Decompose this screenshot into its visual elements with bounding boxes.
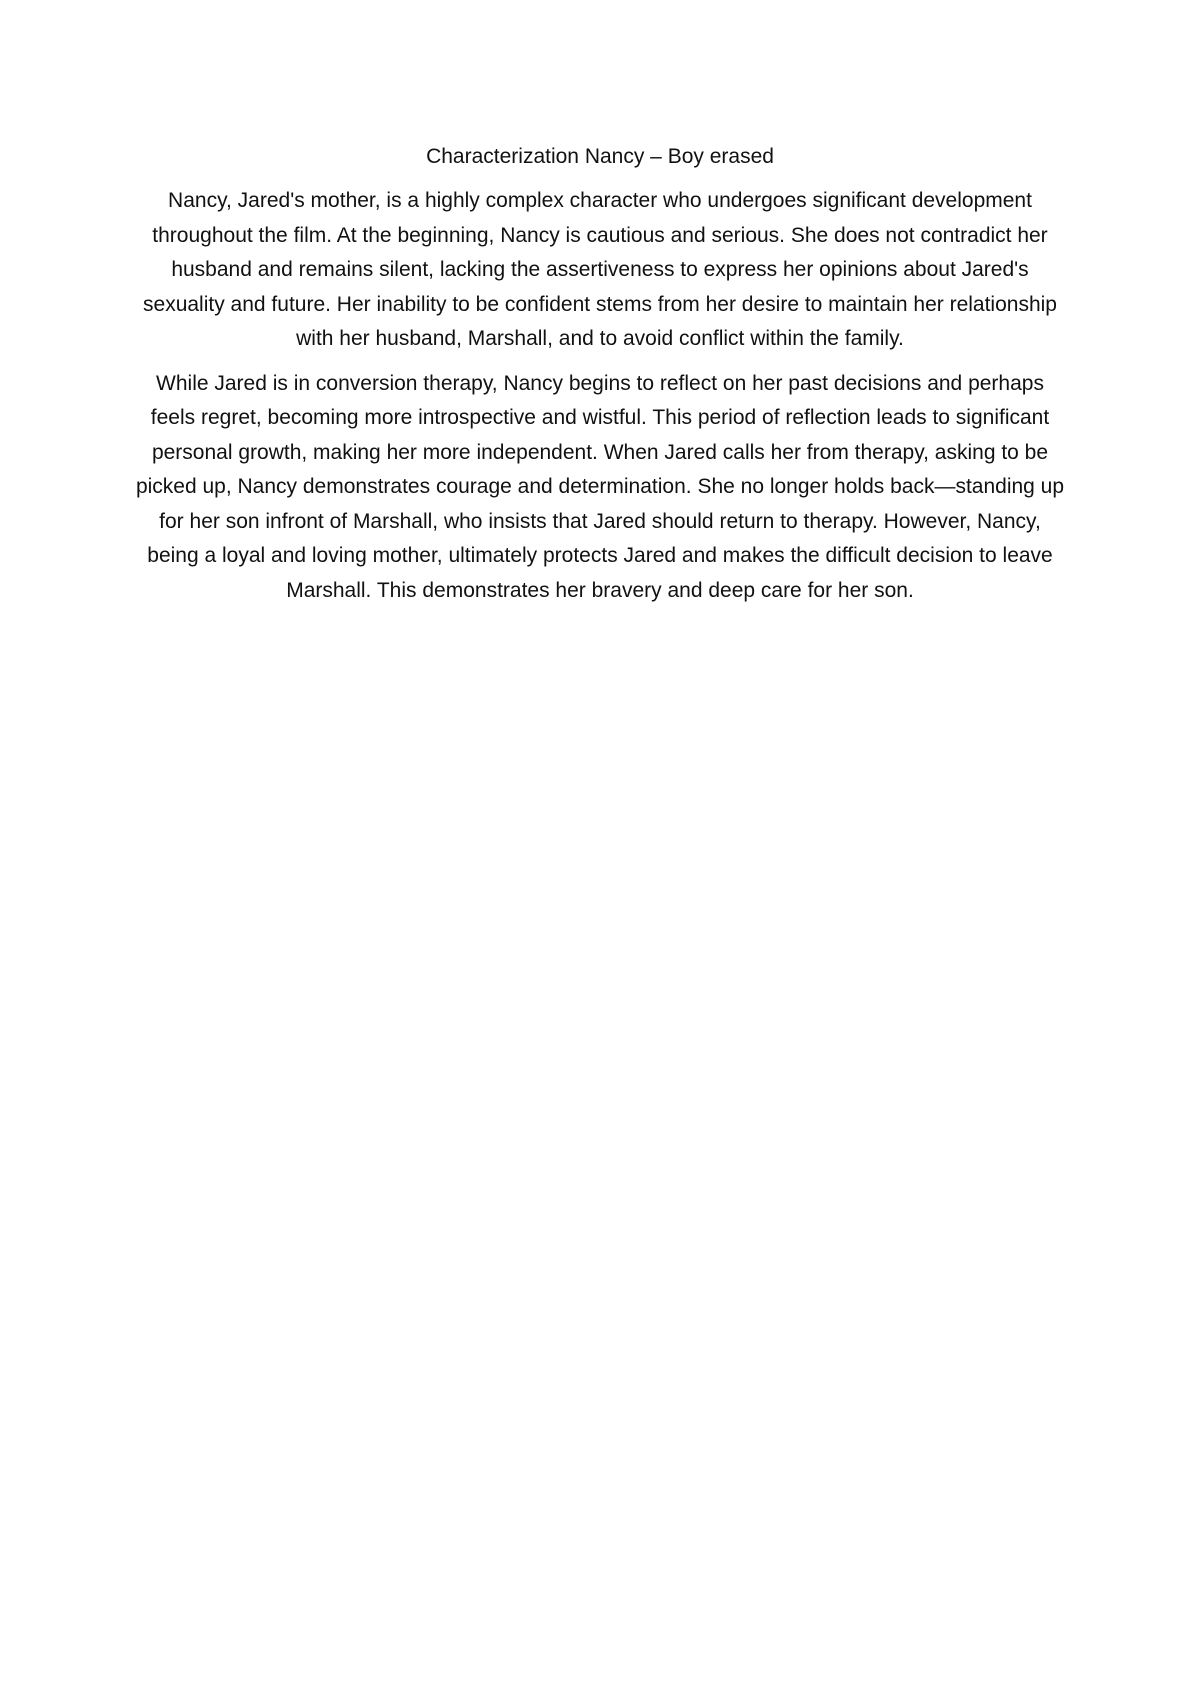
paragraph-1: Nancy, Jared's mother, is a highly complex character who undergoes significant development throughout the film. At the beginning, Nancy is cautious and serious. She does not contradict her husband and remains silent, lacking the assertiveness to express her opinions about Jared's sexuality and future. Her inability to be confident stems from her desire to maintain her relationship with her husband, Marshall, and to avoid conflict within the family. [143, 189, 1057, 350]
paragraph-2: While Jared is in conversion therapy, Nancy begins to reflect on her past decisions and perhaps feels regret, becoming more introspective and wistful. This period of reflection leads to significant personal growth, making her more independent. When Jared calls her from therapy, asking to be picked up, Nancy demonstrates courage and determination. She no longer holds back—standing up for her son infront of Marshall, who insists that Jared should return to therapy. However, Nancy, being a loyal and loving mother, ultimately protects Jared and makes the difficult decision to leave Marshall. This demonstrates her bravery and deep care for her son. [135, 371, 1065, 602]
document-body [132, 140, 1068, 618]
document-title: Characterization Nancy – Boy erased [426, 145, 774, 168]
